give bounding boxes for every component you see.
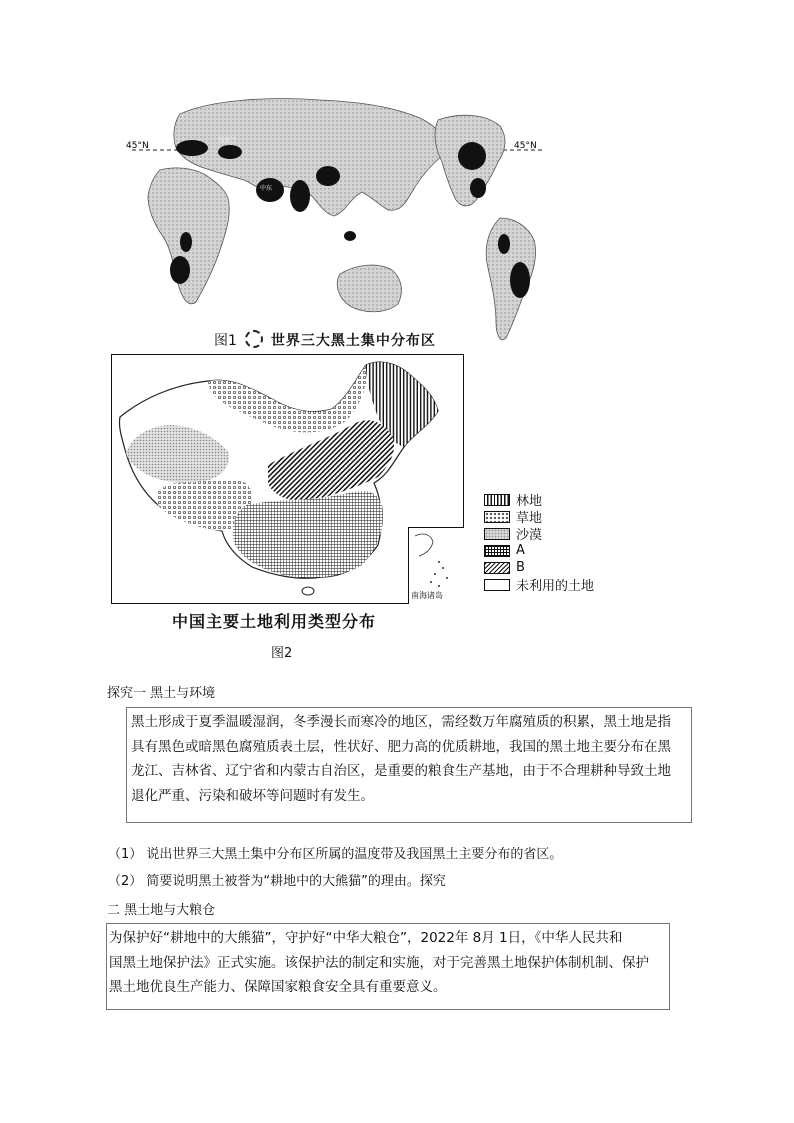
legend-item-b (484, 559, 644, 576)
legend-item-unused (484, 576, 644, 593)
question-2: （2） 简要说明黑土被誉为“耕地中的大熊猫”的理由。探究 (108, 874, 446, 889)
vertical-lines-swatch-icon (484, 494, 510, 506)
section1-box-line: 具有黑色或暗黑色腐殖质表土层，性状好、肥力高的优质耕地，我国的黑土地主要分布在黑 (131, 738, 671, 755)
section1-box-line: 退化严重、污染和破坏等问题时有发生。 (131, 787, 374, 804)
world-map-graphic (120, 92, 550, 354)
dotted-swatch-icon (484, 511, 510, 523)
section2-box-line: 为保护好“耕地中的大熊猫”，守护好“中华大粮仓”，2022年 8月 1日，《中华人民共和 (109, 930, 623, 946)
blank-swatch-icon (484, 579, 510, 591)
section1-text-box (126, 707, 692, 823)
legend-item-forest (484, 491, 644, 508)
figure2-number: 图2 (271, 646, 293, 661)
south-china-sea-inset (408, 527, 464, 604)
legend-item-desert (484, 525, 644, 542)
section2-heading: 二 黑土地与大粮仓 (107, 903, 216, 918)
section1-box-line: 黑土形成于夏季温暖湿润，冬季漫长而寒冷的地区，需经数万年腐殖质的积累，黑土地是指 (131, 714, 671, 730)
figure1-caption (214, 330, 436, 352)
figure1-title: 世界三大黑土集中分布区 (270, 333, 436, 349)
diagonal-lines-swatch-icon (484, 562, 510, 574)
map-label-2: 中东 (260, 185, 273, 192)
figure1-world-map (120, 92, 550, 354)
legend-label: A (516, 543, 525, 558)
legend-label: 草地 (516, 511, 543, 526)
figure2-title: 中国主要土地利用类型分布 (172, 612, 377, 631)
inset-label: 南海诸岛 (411, 591, 443, 600)
lat-45n-right-label: 45°N (514, 141, 537, 151)
section2-text-box (106, 923, 670, 1010)
legend-label: B (516, 560, 525, 575)
figure2-china-map (111, 354, 464, 604)
figure2-legend (484, 491, 644, 593)
section1-heading: 探究一 黑土与环境 (107, 686, 216, 701)
lat-45n-left-label: 45°N (126, 141, 149, 151)
section2-box-line: 黑土地优良生产能力、保障国家粮食安全具有重要意义。 (109, 979, 447, 995)
section2-box-line: 国黑土地保护法》正式实施。该保护法的制定和实施，对于完善黑土地保护体制机制、保护 (109, 954, 649, 971)
legend-item-grassland (484, 508, 644, 525)
section1-box-line: 龙江、吉林省、辽宁省和内蒙古自治区，是重要的粮食生产基地，由于不合理耕种导致土地 (131, 763, 671, 779)
legend-item-a (484, 542, 644, 559)
legend-label: 未利用的土地 (516, 579, 595, 594)
figure1-number: 图1 (214, 333, 237, 349)
dashed-circle-icon (245, 330, 263, 348)
map-label-ukraine: 乌克兰 (218, 137, 237, 144)
grid-swatch-icon (484, 545, 510, 557)
legend-label: 沙漠 (516, 528, 543, 543)
legend-label: 林地 (516, 494, 543, 509)
stippled-swatch-icon (484, 528, 510, 540)
question-1: （1） 说出世界三大黑土集中分布区所属的温度带及我国黑土主要分布的省区。 (108, 847, 563, 862)
